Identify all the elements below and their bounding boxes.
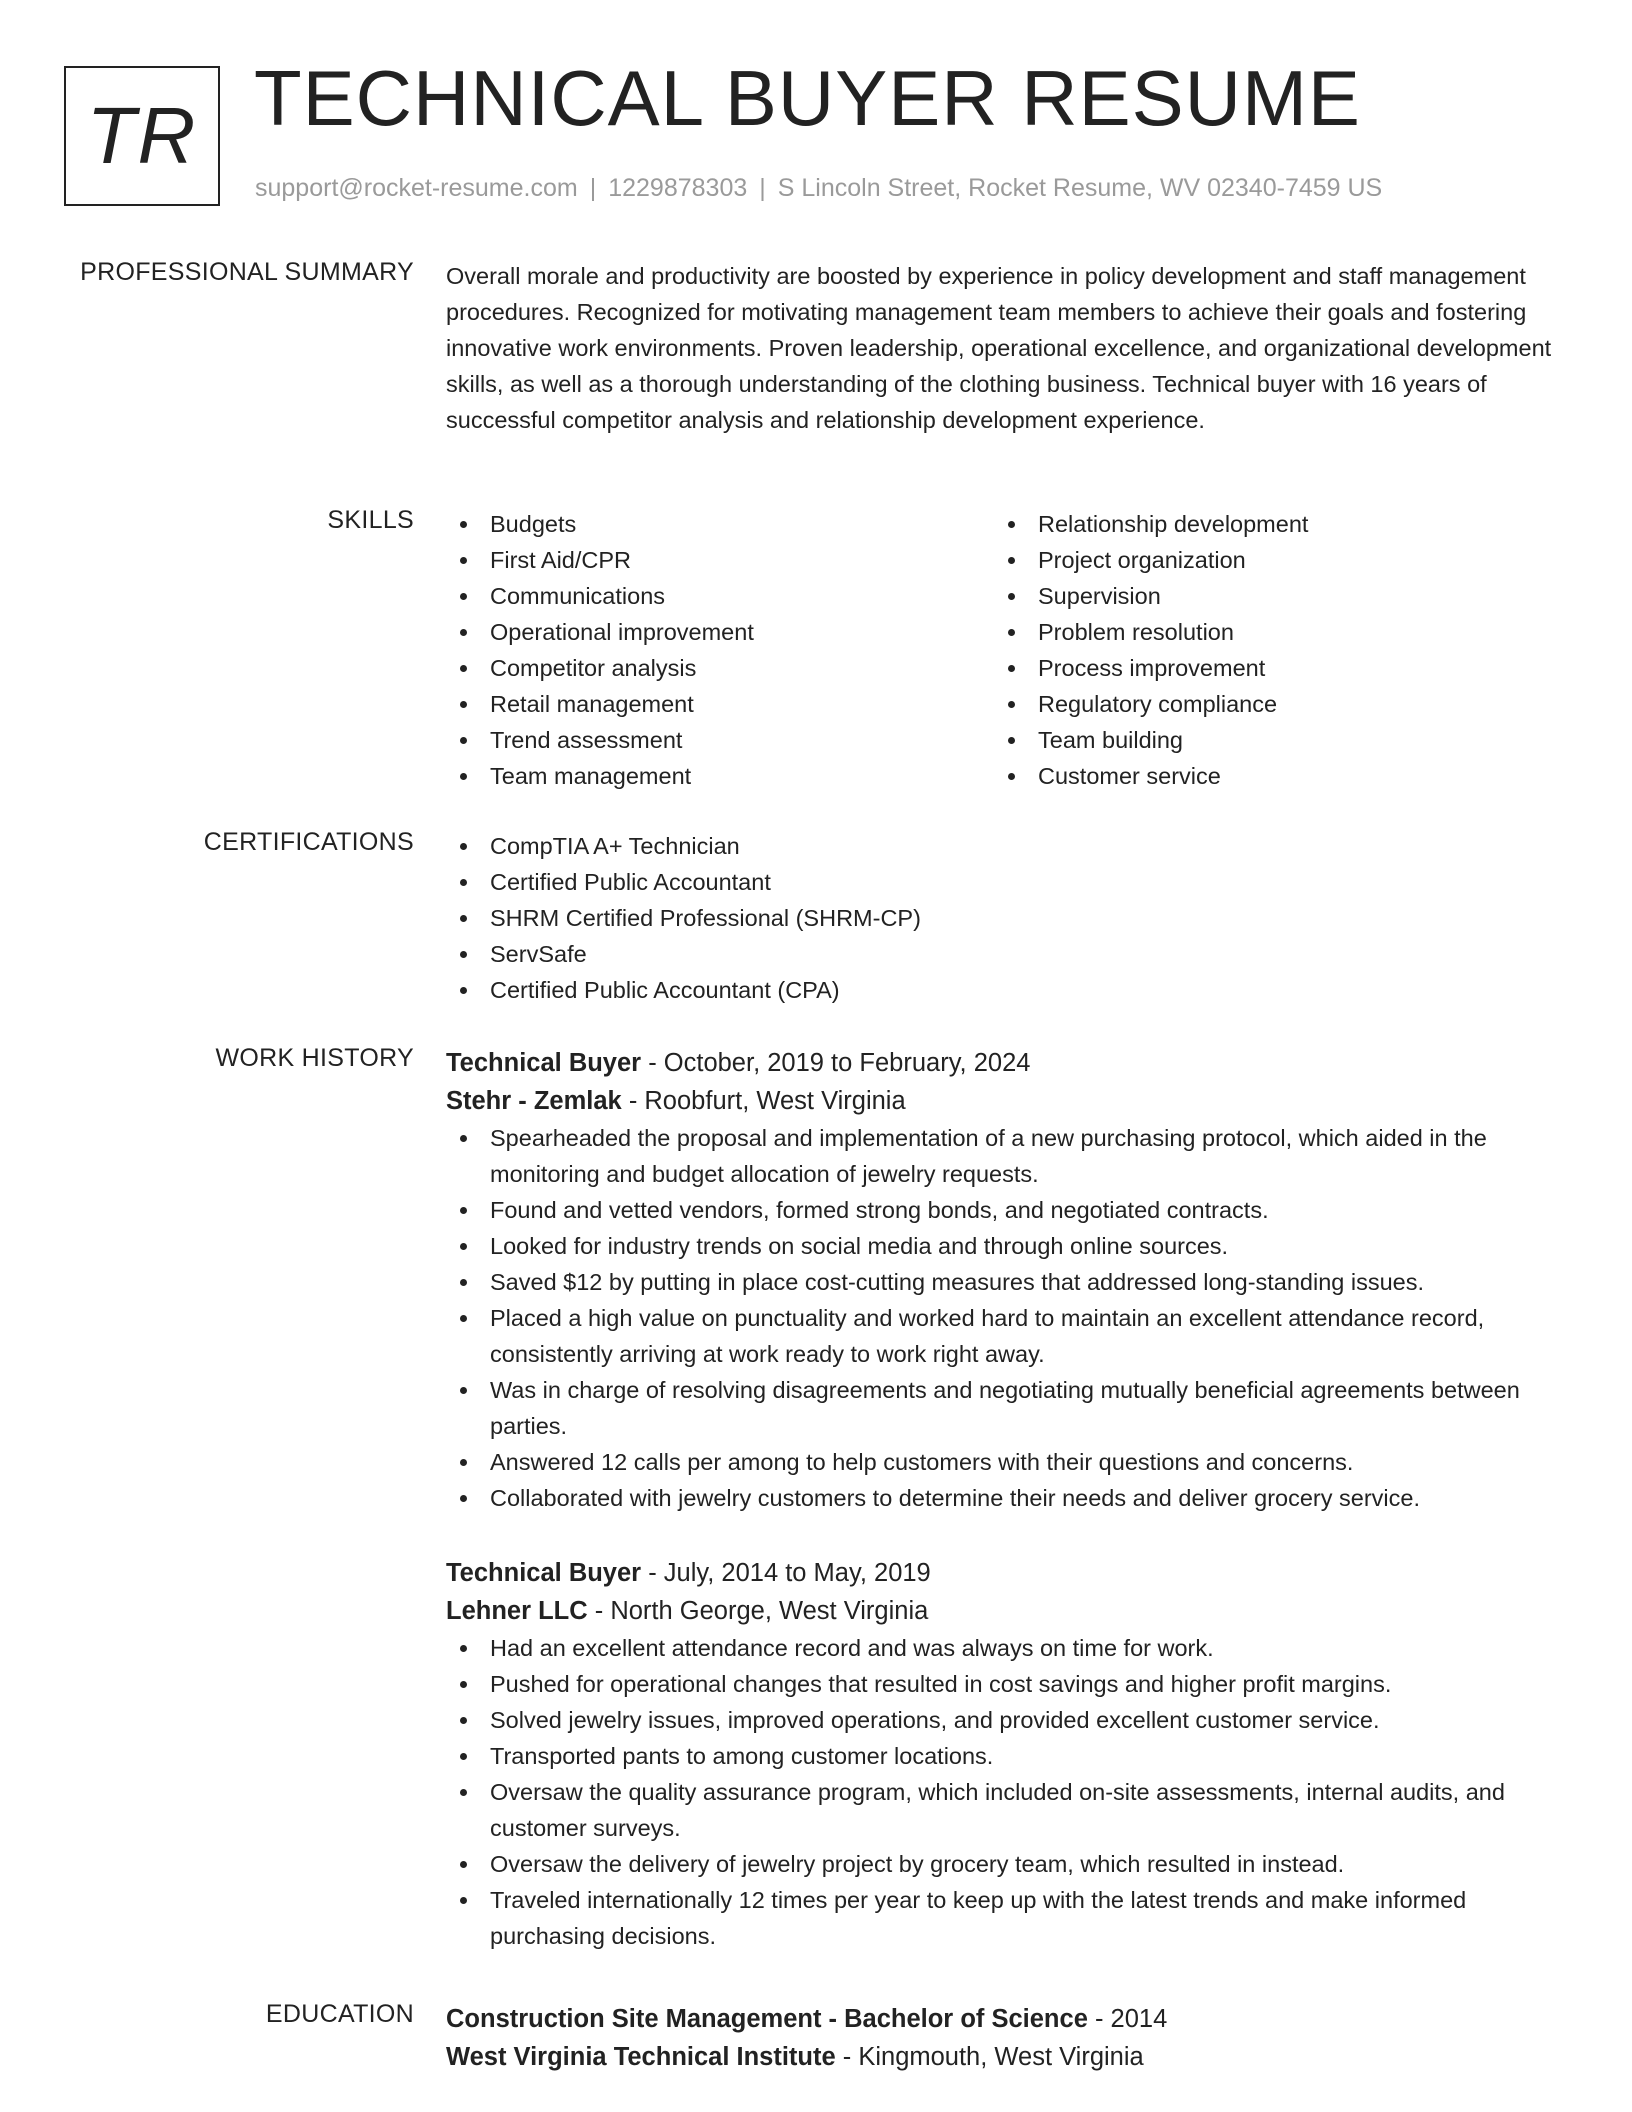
skill-item: First Aid/CPR (446, 542, 994, 578)
job-bullet-item: Collaborated with jewelry customers to determine their needs and deliver grocery service. (446, 1480, 1566, 1516)
skill-item: Project organization (994, 542, 1542, 578)
job-bullet-item: Saved $12 by putting in place cost-cutting measures that addressed long-standing issues. (446, 1264, 1566, 1300)
contact-separator: | (589, 174, 597, 202)
skills-list-right (994, 506, 1542, 794)
job-bullet-item: Solved jewelry issues, improved operations, and provided excellent customer service. (446, 1702, 1566, 1738)
job-bullets (446, 1630, 1566, 1954)
section-label-certifications: CERTIFICATIONS (203, 828, 414, 856)
education-school: West Virginia Technical Institute (446, 2043, 836, 2071)
skill-item: Retail management (446, 686, 994, 722)
job-company: Lehner LLC (446, 1597, 588, 1625)
resume-title: TECHNICAL BUYER RESUME (254, 54, 1361, 142)
job-bullet-item: Oversaw the quality assurance program, which included on-site assessments, internal audits, and customer surveys. (446, 1774, 1566, 1846)
certification-item: Certified Public Accountant (CPA) (446, 972, 1566, 1008)
education-degree-line (446, 2000, 1566, 2038)
certification-item: SHRM Certified Professional (SHRM-CP) (446, 900, 1566, 936)
section-label-skills: SKILLS (327, 506, 414, 534)
contact-line (255, 174, 1382, 203)
skill-item: Trend assessment (446, 722, 994, 758)
job-bullet-item: Was in charge of resolving disagreements and negotiating mutually beneficial agreements between parties. (446, 1372, 1566, 1444)
education-degree: Construction Site Management - Bachelor of Science (446, 2005, 1088, 2033)
job-dates: - July, 2014 to May, 2019 (641, 1559, 931, 1587)
skill-item: Supervision (994, 578, 1542, 614)
contact-email: support@rocket-resume.com (255, 174, 578, 202)
job-title-line (446, 1044, 1566, 1082)
skill-item: Regulatory compliance (994, 686, 1542, 722)
contact-address: S Lincoln Street, Rocket Resume, WV 02340-7459 US (777, 174, 1383, 202)
education-year: - 2014 (1087, 2005, 1168, 2033)
job-title: Technical Buyer (446, 1049, 642, 1077)
contact-separator: | (759, 174, 766, 202)
skill-item: Process improvement (994, 650, 1542, 686)
job-title: Technical Buyer (446, 1559, 642, 1587)
job-dates: - October, 2019 to February, 2024 (641, 1049, 1031, 1077)
job-bullet-item: Traveled internationally 12 times per year to keep up with the latest trends and make informed purchasing decisions. (446, 1882, 1566, 1954)
job-bullet-item: Transported pants to among customer locations. (446, 1738, 1566, 1774)
job-title-line (446, 1554, 1566, 1592)
skill-item: Budgets (446, 506, 994, 542)
certification-item: ServSafe (446, 936, 1566, 972)
job-company: Stehr - Zemlak (446, 1087, 622, 1115)
job-bullet-item: Oversaw the delivery of jewelry project by grocery team, which resulted in instead. (446, 1846, 1566, 1882)
skill-item: Competitor analysis (446, 650, 994, 686)
job-location: - North George, West Virginia (587, 1597, 929, 1625)
job-bullet-item: Spearheaded the proposal and implementation of a new purchasing protocol, which aided in the monitoring and budget allocation of jewelry requests. (446, 1120, 1566, 1192)
job-bullet-item: Answered 12 calls per among to help customers with their questions and concerns. (446, 1444, 1566, 1480)
education-school-line (446, 2038, 1566, 2076)
skill-item: Relationship development (994, 506, 1542, 542)
monogram-logo: TR (64, 66, 220, 206)
certifications-body (446, 828, 1566, 1008)
skill-item: Problem resolution (994, 614, 1542, 650)
job-entry (446, 1554, 1566, 1954)
job-entry (446, 1044, 1566, 1516)
skills-body (446, 506, 1566, 794)
education-location: - Kingmouth, West Virginia (835, 2043, 1144, 2071)
section-label-work-history: WORK HISTORY (215, 1044, 414, 1072)
job-bullet-item: Placed a high value on punctuality and worked hard to maintain an excellent attendance record, consistently arriving at work ready to work right away. (446, 1300, 1566, 1372)
job-location: - Roobfurt, West Virginia (621, 1087, 906, 1115)
skill-item: Team management (446, 758, 994, 794)
job-company-line (446, 1082, 1566, 1120)
skills-list-left (446, 506, 994, 794)
summary-body (446, 258, 1566, 438)
work-history-body (446, 1044, 1566, 1954)
job-company-line (446, 1592, 1566, 1630)
job-bullets (446, 1120, 1566, 1516)
certification-item: CompTIA A+ Technician (446, 828, 1566, 864)
job-bullet-item: Looked for industry trends on social media and through online sources. (446, 1228, 1566, 1264)
job-bullet-item: Found and vetted vendors, formed strong bonds, and negotiated contracts. (446, 1192, 1566, 1228)
skill-item: Operational improvement (446, 614, 994, 650)
certification-item: Certified Public Accountant (446, 864, 1566, 900)
section-label-education: EDUCATION (265, 2000, 414, 2028)
skill-item: Communications (446, 578, 994, 614)
summary-text: Overall morale and productivity are boosted by experience in policy development and staff management procedures. Recognized for motivating management team members to achieve their goals and fostering innovative work environments. Proven leadership, operational excellence, and organizational development skills, as well as a thorough understanding of the clothing business. Technical buyer with 16 years of successful competitor analysis and relationship development experience. (446, 263, 1552, 433)
contact-phone: 1229878303 (608, 174, 748, 202)
job-bullet-item: Had an excellent attendance record and was always on time for work. (446, 1630, 1566, 1666)
skill-item: Customer service (994, 758, 1542, 794)
certifications-list (446, 828, 1566, 1008)
skill-item: Team building (994, 722, 1542, 758)
education-body (446, 2000, 1566, 2076)
section-label-summary: PROFESSIONAL SUMMARY (80, 258, 414, 286)
job-bullet-item: Pushed for operational changes that resulted in cost savings and higher profit margins. (446, 1666, 1566, 1702)
